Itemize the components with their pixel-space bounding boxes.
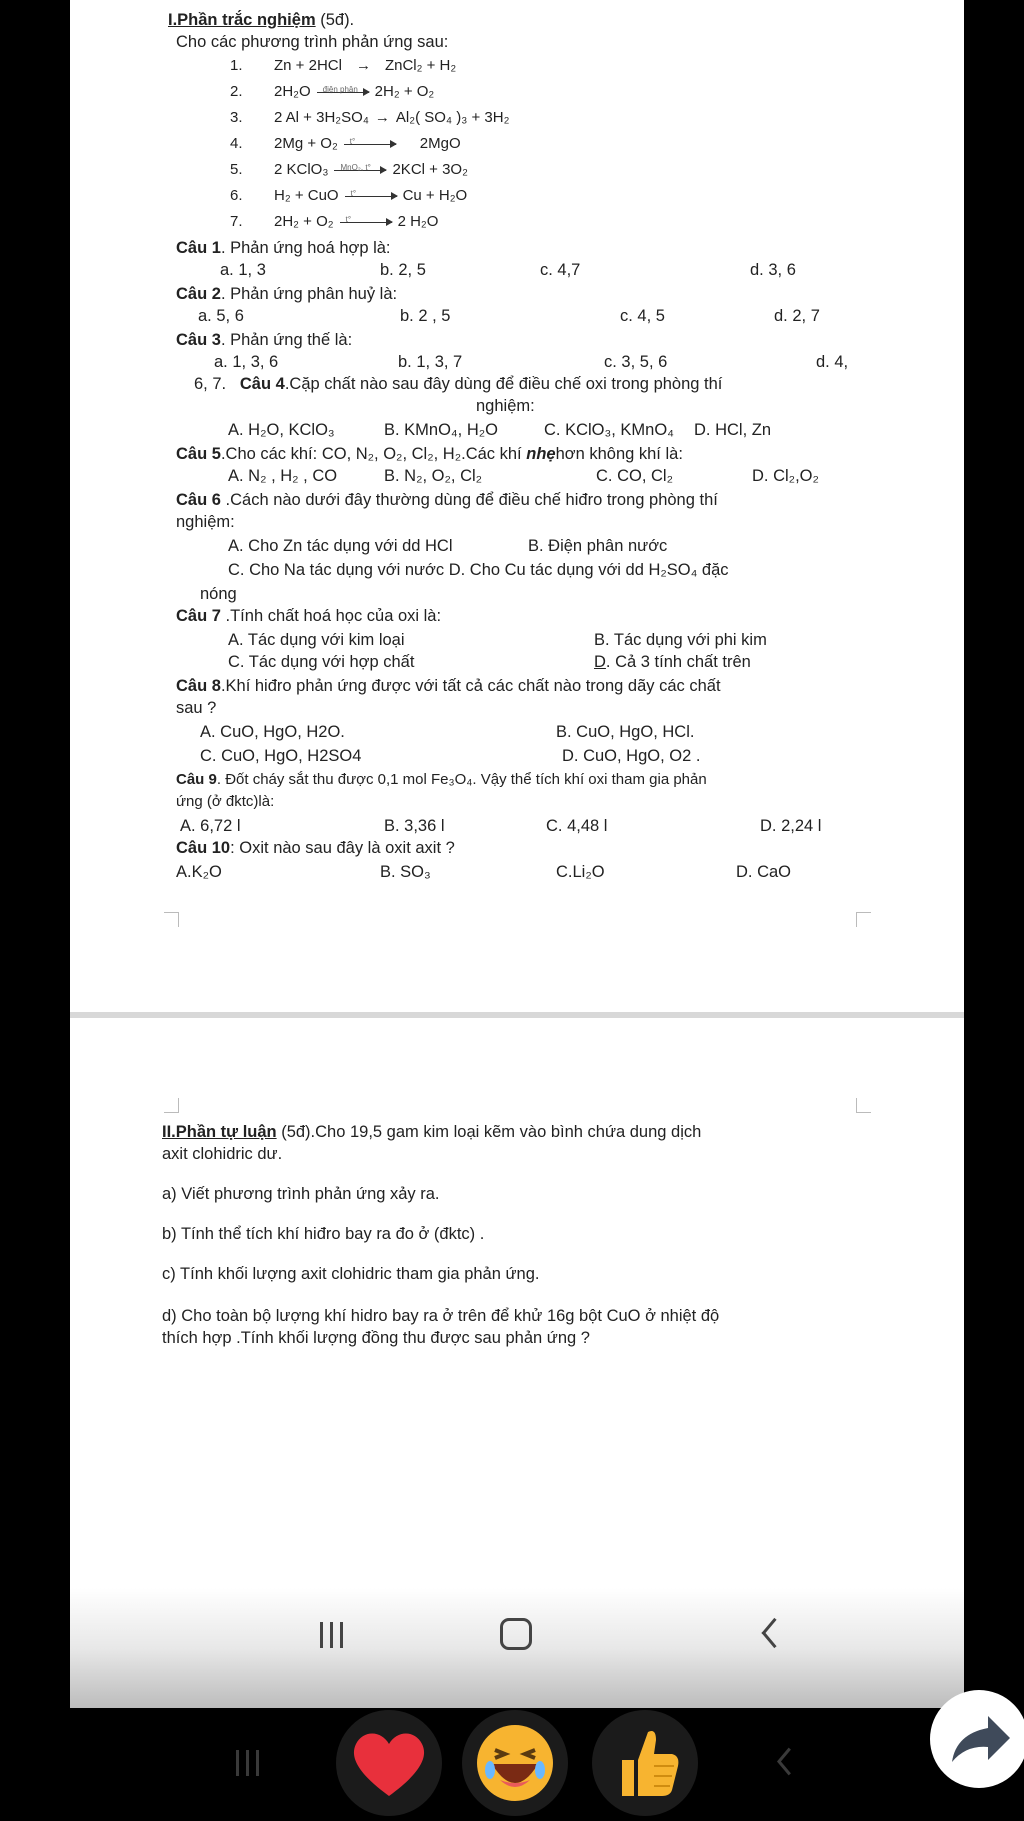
q5-option-a[interactable]: A. N₂ , H₂ , CO: [228, 467, 338, 485]
q10-option-d[interactable]: D. CaO: [736, 863, 792, 881]
laughing-face-icon: [462, 1710, 568, 1816]
thumbs-up-icon: [592, 1710, 698, 1816]
q6-option-d-cont: nóng: [200, 585, 237, 603]
page-corner-mark: [856, 1098, 871, 1113]
recent-apps-icon[interactable]: [236, 1750, 262, 1776]
q1-option-d[interactable]: d. 3, 6: [750, 261, 796, 279]
q9-option-b[interactable]: B. 3,36 l: [384, 817, 445, 835]
q3-option-b[interactable]: b. 1, 3, 7: [398, 353, 463, 371]
question-7: Câu 7 .Tính chất hoá học của oxi là:: [176, 607, 442, 625]
question-4: 6, 7. Câu 4.Cặp chất nào sau đây dùng để điều chế oxi trong phòng thí: [194, 375, 723, 393]
q8-option-c[interactable]: C. CuO, HgO, H2SO4: [200, 747, 362, 765]
share-arrow-icon: [930, 1690, 1024, 1788]
q9-option-d[interactable]: D. 2,24 l: [760, 817, 822, 835]
q4-option-b[interactable]: B. KMnO₄, H₂O: [384, 421, 498, 439]
question-6: Câu 6 .Cách nào dưới đây thường dùng để điều chế hiđro trong phòng thí: [176, 491, 718, 509]
q3-option-c[interactable]: c. 3, 5, 6: [604, 353, 668, 371]
q7-option-b[interactable]: B. Tác dụng với phi kim: [594, 631, 767, 649]
equation-5: 5. 2 KClO₃ MnO₂, t° 2KCl + 3O₂: [230, 161, 468, 178]
heart-icon: [336, 1710, 442, 1816]
q10-option-a[interactable]: A.K₂O: [176, 863, 222, 881]
q3-option-a[interactable]: a. 1, 3, 6: [214, 353, 279, 371]
q5-option-d[interactable]: D. Cl₂,O₂: [752, 467, 819, 485]
back-icon[interactable]: [772, 1746, 792, 1776]
q6-option-b[interactable]: B. Điện phân nước: [528, 537, 668, 555]
part2-item-a: a) Viết phương trình phản ứng xảy ra.: [162, 1185, 440, 1203]
part2-item-d-cont: thích hợp .Tính khối lượng đồng thu được sau phản ứng ?: [162, 1329, 590, 1347]
q6-option-c-d[interactable]: C. Cho Na tác dụng với nước D. Cho Cu tác dụng với dd H₂SO₄ đặc: [228, 561, 729, 579]
haha-reaction-button[interactable]: [462, 1710, 568, 1816]
like-reaction-button[interactable]: [592, 1710, 698, 1816]
q4-option-d[interactable]: D. HCl, Zn: [694, 421, 772, 439]
reaction-arrow-icon: điện phân: [317, 92, 369, 93]
q2-option-d[interactable]: d. 2, 7: [774, 307, 820, 325]
question-8-cont: sau ?: [176, 699, 217, 717]
q2-option-a[interactable]: a. 5, 6: [198, 307, 244, 325]
question-6-cont: nghiệm:: [176, 513, 235, 531]
reaction-arrow-icon: t°: [345, 196, 397, 197]
q6-option-a[interactable]: A. Cho Zn tác dụng với dd HCl: [228, 537, 453, 555]
question-10: Câu 10: Oxit nào sau đây là oxit axit ?: [176, 839, 455, 857]
reaction-arrow-icon: t°: [344, 144, 396, 145]
part2-item-b: b) Tính thể tích khí hiđro bay ra đo ở (đktc) .: [162, 1225, 485, 1243]
question-5: Câu 5.Cho các khí: CO, N₂, O₂, Cl₂, H₂.Các khí nhẹhơn không khí là:: [176, 445, 683, 463]
q1-option-c[interactable]: c. 4,7: [540, 261, 581, 279]
reaction-arrow-icon: t°: [340, 222, 392, 223]
q7-option-a[interactable]: A. Tác dụng với kim loại: [228, 631, 405, 649]
q5-option-b[interactable]: B. N₂, O₂, Cl₂: [384, 467, 483, 485]
part1-title: I.Phần trắc nghiệm (5đ).: [168, 11, 355, 29]
question-1: Câu 1. Phản ứng hoá hợp là:: [176, 239, 391, 257]
equation-3: 3. 2 Al + 3H₂SO₄ → Al₂( SO₄ )₃ + 3H₂: [230, 109, 510, 126]
question-2: Câu 2. Phản ứng phân huỷ là:: [176, 285, 398, 303]
q10-option-b[interactable]: B. SO₃: [380, 863, 431, 881]
share-button[interactable]: [930, 1690, 1024, 1788]
question-4-cont: nghiệm:: [476, 397, 535, 415]
intro-text: Cho các phương trình phản ứng sau:: [176, 33, 449, 51]
document-page-1: [70, 0, 964, 1012]
back-icon[interactable]: [754, 1616, 778, 1650]
page-corner-mark: [164, 1098, 179, 1113]
q7-option-c[interactable]: C. Tác dụng với hợp chất: [228, 653, 415, 671]
q8-option-a[interactable]: A. CuO, HgO, H2O.: [200, 723, 345, 741]
part2-item-d: d) Cho toàn bộ lượng khí hidro bay ra ở trên để khử 16g bột CuO ở nhiệt độ: [162, 1307, 720, 1325]
q8-option-d[interactable]: D. CuO, HgO, O2 .: [562, 747, 701, 765]
home-icon[interactable]: [500, 1618, 532, 1650]
question-8: Câu 8.Khí hiđro phản ứng được với tất cả các chất nào trong dãy các chất: [176, 677, 721, 695]
part2-text-cont: axit clohidric dư.: [162, 1145, 283, 1163]
q1-option-a[interactable]: a. 1, 3: [220, 261, 266, 279]
equation-4: 4. 2Mg + O₂ t° 2MgO: [230, 135, 461, 152]
part2-item-c: c) Tính khối lượng axit clohidric tham gia phản ứng.: [162, 1265, 540, 1283]
page-corner-mark: [856, 912, 871, 927]
question-9: Câu 9. Đốt cháy sắt thu được 0,1 mol Fe₃O₄. Vậy thể tích khí oxi tham gia phản: [176, 771, 707, 788]
q10-option-c[interactable]: C.Li₂O: [556, 863, 605, 881]
question-9-cont: ứng (ở đktc)là:: [176, 793, 275, 810]
q4-option-a[interactable]: A. H₂O, KClO₃: [228, 421, 335, 439]
question-3: Câu 3. Phản ứng thế là:: [176, 331, 353, 349]
recent-apps-icon[interactable]: [320, 1622, 346, 1648]
q9-option-a[interactable]: A. 6,72 l: [180, 817, 241, 835]
equation-1: 1. Zn + 2HCl → ZnCl₂ + H₂: [230, 57, 457, 74]
q5-option-c[interactable]: C. CO, Cl₂: [596, 467, 673, 485]
equation-2: 2. 2H₂O điện phân 2H₂ + O₂: [230, 83, 435, 100]
q8-option-b[interactable]: B. CuO, HgO, HCl.: [556, 723, 695, 741]
q3-option-d[interactable]: d. 4,: [816, 353, 849, 371]
q9-option-c[interactable]: C. 4,48 l: [546, 817, 608, 835]
equation-7: 7. 2H₂ + O₂ t° 2 H₂O: [230, 213, 439, 230]
q2-option-b[interactable]: b. 2 , 5: [400, 307, 451, 325]
reaction-arrow-icon: MnO₂, t°: [334, 170, 386, 171]
q7-option-d[interactable]: D. Cả 3 tính chất trên: [594, 653, 751, 671]
q2-option-c[interactable]: c. 4, 5: [620, 307, 665, 325]
part2-title: II.Phần tự luận (5đ).Cho 19,5 gam kim loại kẽm vào bình chứa dung dịch: [162, 1123, 702, 1141]
equation-6: 6. H₂ + CuO t° Cu + H₂O: [230, 187, 468, 204]
q1-option-b[interactable]: b. 2, 5: [380, 261, 426, 279]
navigation-bar: [70, 1590, 964, 1708]
page-corner-mark: [164, 912, 179, 927]
heart-reaction-button[interactable]: [336, 1710, 442, 1816]
q4-option-c[interactable]: C. KClO₃, KMnO₄: [544, 421, 674, 439]
